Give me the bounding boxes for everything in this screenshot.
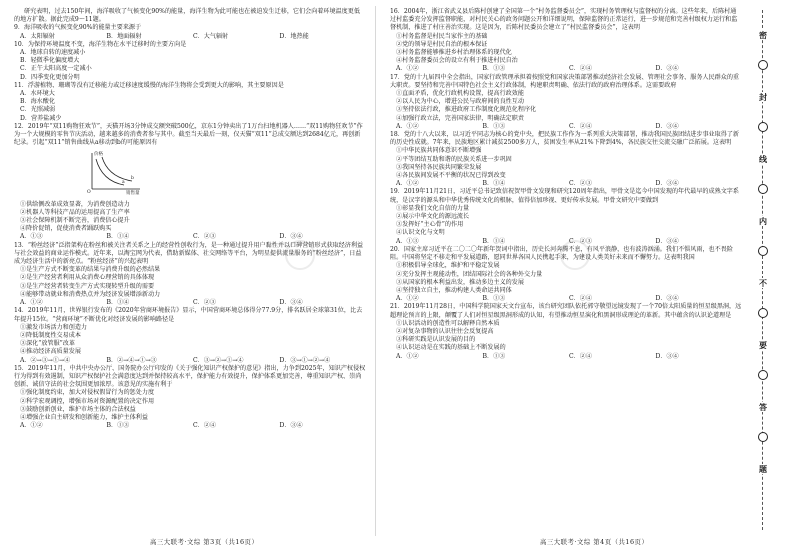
option-item: ①激发市场活力和创造力 [20,323,88,331]
answer-option: A．①③ [20,233,43,241]
answer-option: C．②③ [193,233,216,241]
question-stem: 14．2019年11月，世界银行发布的《2020年营商环境报告》显示，中国营商环境总体得分77.9分，排名跃居全球第31位，比去年提升15位。“营商环境”不断优化对经济发展的影响路径是 [14,307,363,323]
answer-option: C．②④ [569,352,592,360]
answer-option: D．③④ [279,299,303,307]
option-item: ④能够带动就业和消费热点并为经济发展增添新动力 [20,290,161,298]
option-item: ④认识文化与文明 [396,229,445,237]
option-item: B．海水酸化 [20,98,55,106]
answer-option: D．③④ [655,295,679,303]
answer-options-row [390,65,742,73]
answer-option: C．②④ [569,295,592,303]
answer-option: A．①② [20,299,43,307]
binding-char: 答 [756,402,770,412]
answer-option: A．太阳辐射 [20,32,55,40]
answer-option: C．②③ [569,180,592,188]
answer-options-row [390,238,742,246]
option-item: ②对复杂事物的认识往往会反复提高 [396,327,494,335]
question-stem: 10．为保持环境温度不变，海洋生物在水平迁移时的主要方向是 [14,40,187,48]
answer-options-row [14,233,366,241]
option-item: D．四季变化更加分明 [20,73,80,81]
option-item: D．营养盐减少 [20,114,62,122]
answer-option: D．地热能 [279,32,309,40]
curve-a-label: a [122,180,125,186]
answer-option: B．①③ [106,422,130,430]
answer-option: D．③④ [279,422,303,430]
option-item: ①强化制度约束，加大对侵权假冒行为的惩处力度 [20,389,155,397]
option-item: ③坚持依法行政，推进政府工作制度化规范化程序化 [396,106,537,114]
question-stem: 13．“粉丝经济”泛指架构在粉丝和被关注者关系之上的经营性创收行为，是一种通过提升用户黏性并以口碑营销形式获取经济利益与社会效益的商业运作模式。近年来，以淘宝网为代表，借助新媒体、社交网络等平台，为明星提供流量服务的“粉丝经济”，日益成为经济生活中的新亮点。“粉丝经济”的兴起表明 [14,241,364,266]
option-item: A．地球自转的速度减小 [20,49,86,57]
binding-char: 不 [756,278,770,288]
answer-option: D．③→①→②→④ [279,356,331,364]
option-item: B．轻微季化偏度增大 [20,57,80,65]
binding-strip [748,10,778,530]
answer-option: A．①② [396,122,419,130]
statement-item: ④降价促销，促使消费者踊跃购买 [20,225,112,233]
origin-label: O [87,190,91,196]
option-item: ②是生产经营者利用从众消费心理营销的具体体现 [20,274,155,282]
answer-option: B．①④ [106,233,130,241]
binding-circle [758,432,768,442]
binding-char: 线 [756,154,770,164]
question-stem: 12．2019年“双11购物狂欢节”，天猫开场3分钟成交额突破500亿，京东1分钟卖出了1万台扫地机器人……“双11购物狂欢节”作为一个大规模的零售节庆活动，越来越多的消费者参与其中。截至当天最后一刻，仅天猫“双11”总成交额达到2684亿元，再创新纪录。引起“双11”销售曲线从a移动到b的可能原因有 [14,122,363,147]
statement-item: ③社会保障机制不断完善，消费信心提升 [20,217,130,225]
answer-option: A．②→③→①→④ [20,356,71,364]
binding-circle [758,308,768,318]
answer-option: A．①② [396,295,419,303]
answer-option: A．①③ [396,237,419,245]
question-stem: 16．2004年，浙江省武义县后陈村创建了全国第一个“村务监督委员会”，实现村务管理权与监督权的分离。这些年来，后陈村通过村监委充分发挥监督职能，对村民关心的政务问题公开和详细说明，保障监督的正常运行，进一步规范和完善村级权力运行和监督机制，推进了村庄善治实现。这是因为，后陈村民委员会建立了“村民监督委员会”，这表明 [390,8,738,32]
answer-option: A．①② [396,352,419,360]
answer-option: C．②④ [569,65,592,73]
option-item: ①积极倡导全球化，维护和平稳定发展 [396,262,500,270]
binding-dashed-line [762,10,763,530]
question-stem: 15．2019年11月，中共中央办公厅、国务院办公厅印发的《关于强化知识产权保护的意见》指出，力争到2025年，知识产权侵权行为得到有效遏制，知识产权保护社会满意度达到并保持较高水平，保护能力有效提升，保护体系更加完善，尊重知识产权、崇尚创新、诚信守法的社会氛围更加浓厚。该意见的实施有利于 [14,364,366,389]
binding-circle [758,122,768,132]
passage-intro: 研究表明，过去150年间，海洋吸收了气候变化90%的能量，海洋生物为此可能也在被迫发生迁移，它们会向着环境温度更低的地方扩散。据此完成9～11题。 [14,8,360,24]
binding-char: 要 [756,340,770,350]
binding-circle [758,184,768,194]
option-item: ③村务监督能够推进乡村治理体系的现代化 [396,49,512,57]
answer-option: C．②③ [193,299,216,307]
left-column [14,8,366,430]
demand-curve-figure [84,149,144,195]
option-item: ①彰显我们文化自信的力量 [396,204,470,212]
binding-circle [758,246,768,256]
question-stem: 9．海洋吸收的气候变化90%的能量主要来源于 [14,24,142,32]
binding-char: 内 [756,216,770,226]
answer-options-row [390,353,742,361]
option-item: ④村务监督委员会的设立有利于推进村民自治 [396,57,518,65]
answer-option: C．②③ [569,237,592,245]
binding-char: 密 [756,30,770,40]
answer-options-row [14,422,366,430]
answer-option: D．③④ [655,122,679,130]
option-item: ①中华民族共同体意识不断增强 [396,147,482,155]
option-item: ③科研实践是认识发展的目的 [396,336,476,344]
option-item: ①直面矛盾，优化行政机构设置，提高行政效能 [396,90,524,98]
option-item: ②党的领导是村民自治的根本保证 [396,40,488,48]
curve-b-label: b [131,176,134,182]
option-item: ③深化“放管服”改革 [20,340,75,348]
answer-option: B．①③ [482,352,506,360]
footer-page-4: 高三大联考·文综 第4页（共16页） [540,538,649,546]
answer-option: A．①② [396,65,419,73]
option-item: ③鼓励创新创业，维护市场主体的合法权益 [20,405,136,413]
option-item: ②降低制度性交易成本 [20,331,81,339]
answer-option: C．③→②→①→④ [193,356,244,364]
answer-option: C．②④ [569,122,592,130]
option-item: ④认识运动是在实践的基础上不断发展的 [396,344,506,352]
option-item: ③从国家的根本利益出发，推动多边主义的发展 [396,278,524,286]
option-item: ②展示中华文化的源远流长 [396,213,470,221]
answer-option: B．①③ [482,295,506,303]
question-stem: 17．党的十九届四中全会指出，国家行政管理承担着按照党和国家决策部署推动经济社会发展、管理社会事务、服务人民群众的重大职责。要坚持和完善中国特色社会主义行政体制，构建职责明确、依法行政的政府治理体系。这需要政府 [390,73,740,89]
option-item: ①村务监督是村民当家作主的基础 [396,32,488,40]
option-item: ③是生产经营者转变生产方式实现转型升级的需要 [20,282,155,290]
question-stem: 11．浮游植物、珊瑚等没有迁移能力或迁移速度缓慢的海洋生物将会受到更大的影响，其主要原因是 [14,81,284,89]
curve-a [96,159,124,185]
answer-option: B．①③ [482,65,506,73]
option-item: ②科学宏观调控，增强市场对资源配置的决定作用 [20,397,155,405]
option-item: ④坚持独立自主，推动构建人类命运共同体 [396,286,512,294]
answer-option: B．①④ [482,237,506,245]
question-stem: 21．2019年11月28日，中国科学院国家天文台宣布，该台研究团队依托郭守敬望远镜发现了一个70倍太阳质量的恒星级黑洞，远超理论预言的上限，颠覆了人们对恒星级黑洞形成的认知，有望推动恒星演化和黑洞形成理论的革新。其中蕴含的认识论道理是 [390,303,742,319]
option-item: ②平等团结互助和谐的民族关系进一步巩固 [396,155,512,163]
answer-option: B．①④ [482,180,506,188]
option-item: C．光照减弱 [20,106,56,114]
question-stem: 20．国家主席习近平在二〇二〇年新年贺词中指出，历史长河奔腾不息，有风平浪静，也有波涛汹涌。我们不惧风雨，也不畏险阻。中国将坚定不移走和平发展道路，愿同世界各国人民携起手来，为建设人类美好未来而不懈努力。这表明我国 [390,245,733,262]
footer-page-3: 高三大联考·文综 第3页（共16页） [150,538,259,546]
answer-option: A．①② [20,422,43,430]
answer-option: C．大气辐射 [193,32,229,40]
answer-option: D．③④ [655,65,679,73]
answer-option: B．①③ [482,122,506,130]
binding-circle [758,370,768,380]
option-item: C．正午太阳高度一定减小 [20,65,92,73]
binding-char: 题 [756,464,770,474]
answer-option: D．③④ [279,233,303,241]
answer-option: D．③④ [655,352,679,360]
statement-item: ②机器人等科技产品的运用提高了生产率 [20,208,130,216]
option-item: ②充分发挥主观能动性，团结国际社会的各种外交力量 [396,270,543,278]
option-item: ①是生产方式不断变革的结果与消费升级的必然结果 [20,266,161,274]
answer-option: C．②④ [193,422,216,430]
answer-option: D．③④ [655,180,679,188]
answer-option: D．③④ [655,237,679,245]
option-item: ④推动经济高质量发展 [20,348,81,356]
y-axis-label: 价格 [94,152,103,158]
question-stem: 19．2019年11月21日，习近平总书记致信祝贺甲骨文发现和研究120周年指出，甲骨文是迄今中国发现的年代最早的成熟文字系统，是汉字的源头和中华优秀传统文化的根脉，值得倍加珍视、更好传承发展。甲骨文研究中要做到 [390,188,739,204]
answer-options-row [390,123,742,131]
option-item: ①认识活动的创造性可以解释自然本质 [396,319,500,327]
option-item: ④加强行政立法，完善国家法律，明确法定职责 [396,114,524,122]
answer-options-row [14,33,366,41]
statement-item: ①供给侧改革成效显著，为消费创造动力 [20,200,130,208]
page-divider [375,6,376,536]
answer-options-row [14,357,366,365]
option-item: ③发挥好“主心骨”的作用 [396,221,464,229]
right-column [390,8,742,361]
answer-option: B．①④ [106,299,130,307]
option-item: ④各民族间发展不平衡的状况已得到改变 [396,172,506,180]
binding-circle [758,60,768,70]
answer-option: B．②→④→①→③ [106,356,157,364]
option-item: A．水环境大 [20,90,55,98]
binding-char: 封 [756,92,770,102]
question-stem: 18．党的十八大以来，以习近平同志为核心的党中央，把民族工作作为一系列重大决策部署，推动我国民族团结进步事业取得了新的历史性成就。7年来，民族地区累计减贫2500多万人，贫困发生率从21%下降到4%，各民族交往交流交融广泛拓展。这表明 [390,131,740,147]
option-item: ②以人民为中心，增进公民与政府间的良性互动 [396,98,524,106]
option-item: ④增强企业自主研发和创新能力，维护主体利益 [20,413,148,421]
answer-option: B．地面辐射 [106,32,142,40]
option-item: ③我国坚持各民族共同繁荣发展 [396,163,482,171]
x-axis-label: 销售量 [126,191,140,196]
answer-option: A．①② [396,180,419,188]
